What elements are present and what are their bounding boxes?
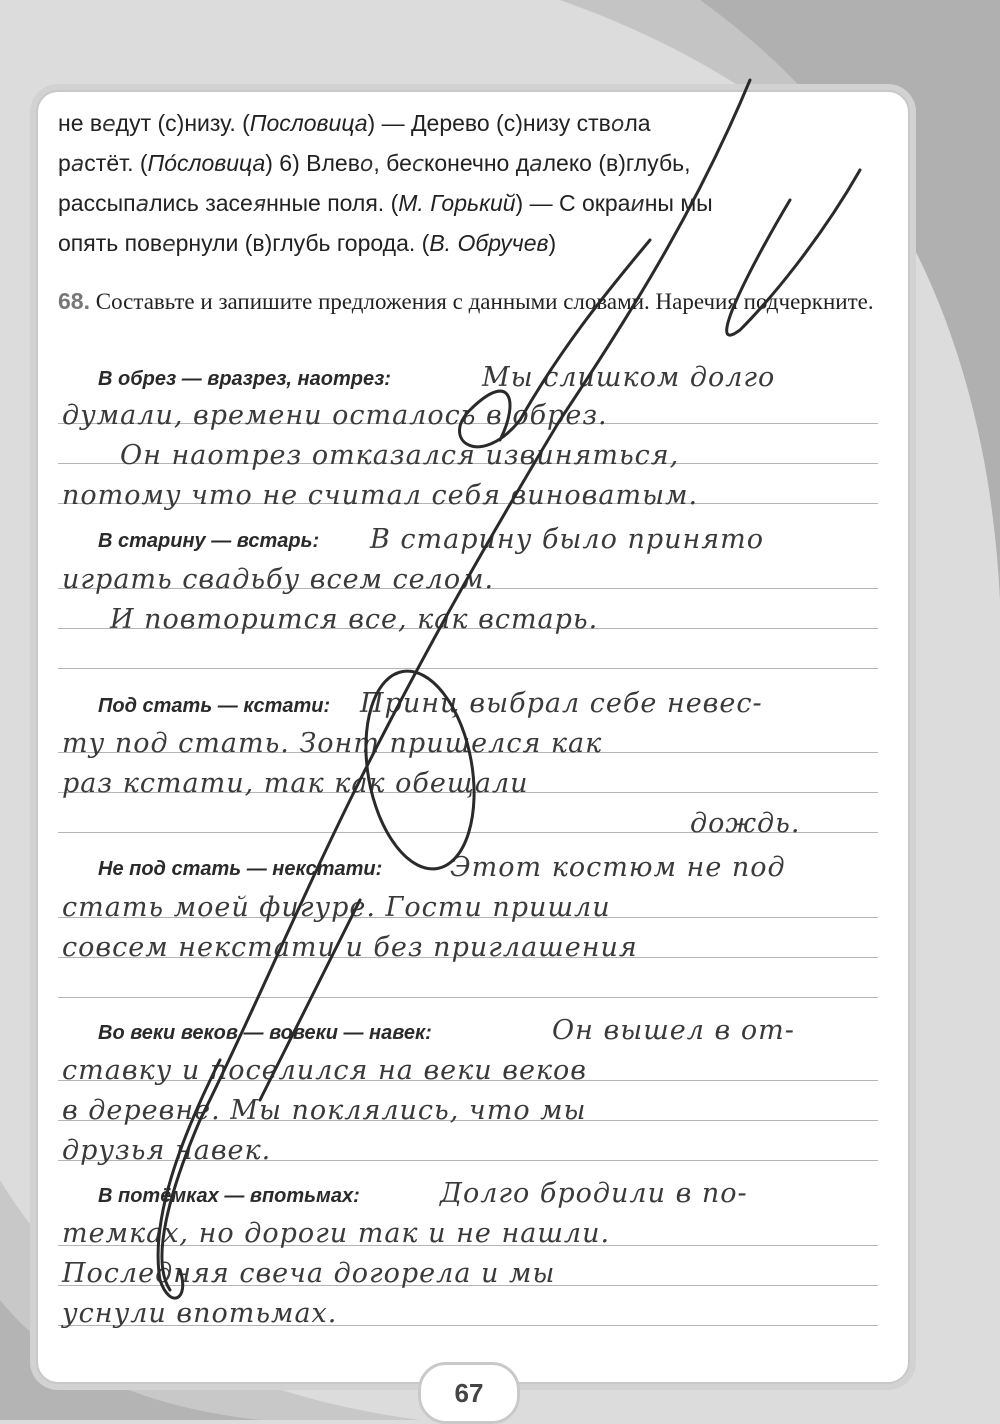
answer-2-line-3: И повторится все, как встарь. (110, 604, 599, 635)
answer-4-line-3: совсем некстати и без приглашения (62, 932, 638, 963)
answer-5-line-1: Он вышел в от- (552, 1015, 795, 1046)
answer-1-line-2: думали, времени осталось в обрез. (62, 400, 608, 431)
text-line-3: рассыпались засеянные поля. (М. Горький) — С окраины мы (58, 190, 713, 217)
answer-5-line-2: ставку и поселился на веки веков (62, 1055, 588, 1086)
answer-3-line-2: ту под стать. Зонт пришелся как (62, 728, 603, 759)
prompt-v-starinu: В старину — встарь: (98, 530, 325, 553)
answer-3-line-3: раз кстати, так как обещали (62, 768, 529, 799)
answer-1-line-4: потому что не считал себя виноватым. (62, 480, 699, 511)
answer-6-line-2: темках, но дороги так и не нашли. (62, 1218, 611, 1249)
answer-6-line-4: уснули впотьмах. (62, 1298, 338, 1329)
page-number: 67 (454, 1377, 484, 1408)
text-line-1: не ведут (с)низу. (Пословица) — Дерево (с)низу ствола (58, 110, 651, 137)
prompt-pod-stat: Под стать — кстати: (98, 695, 336, 718)
task-number: 68. (58, 288, 90, 314)
text-line-2: растёт. (По́словица) 6) Влево, бесконечно далеко (в)глубь, (58, 150, 691, 177)
answer-1-line-1: Мы слишком долго (482, 362, 776, 393)
answer-3-line-4: дождь. (690, 808, 801, 839)
answer-4-line-2: стать моей фигуре. Гости пришли (62, 892, 611, 923)
page-number-badge (418, 1362, 520, 1424)
answer-5-line-3: в деревне. Мы поклялись, что мы (62, 1095, 587, 1126)
exercise-67-text (58, 104, 888, 264)
answer-6-line-3: Последняя свеча догорела и мы (62, 1258, 556, 1289)
answer-1-line-3: Он наотрез отказался извиняться, (120, 440, 680, 471)
ruled-line (58, 668, 878, 669)
task-68-instructions (58, 284, 893, 319)
answer-5-line-4: друзья навек. (62, 1135, 272, 1166)
prompt-v-obrez: В обрез — вразрез, наотрез: (98, 368, 397, 391)
prompt-vo-veki-vekov: Во веки веков — вовеки — навек: (98, 1022, 438, 1045)
answer-2-line-2: играть свадьбу всем селом. (62, 564, 495, 595)
answer-4-line-1: Этот костюм не под (450, 852, 786, 883)
prompt-ne-pod-stat: Не под стать — некстати: (98, 858, 388, 881)
answer-6-line-1: Долго бродили в по- (440, 1178, 748, 1209)
answer-2-line-1: В старину было принято (370, 524, 765, 555)
answer-3-line-1: Принц выбрал себе невес- (360, 688, 763, 719)
task-text: Составьте и запишите предложения с данными словами. Наречия подчеркните. (95, 289, 874, 314)
text-line-4: опять повернули (в)глубь города. (В. Обручев) (58, 230, 557, 257)
ruled-line (58, 997, 878, 998)
prompt-v-potemkah: В потёмках — впотьмах: (98, 1185, 366, 1208)
